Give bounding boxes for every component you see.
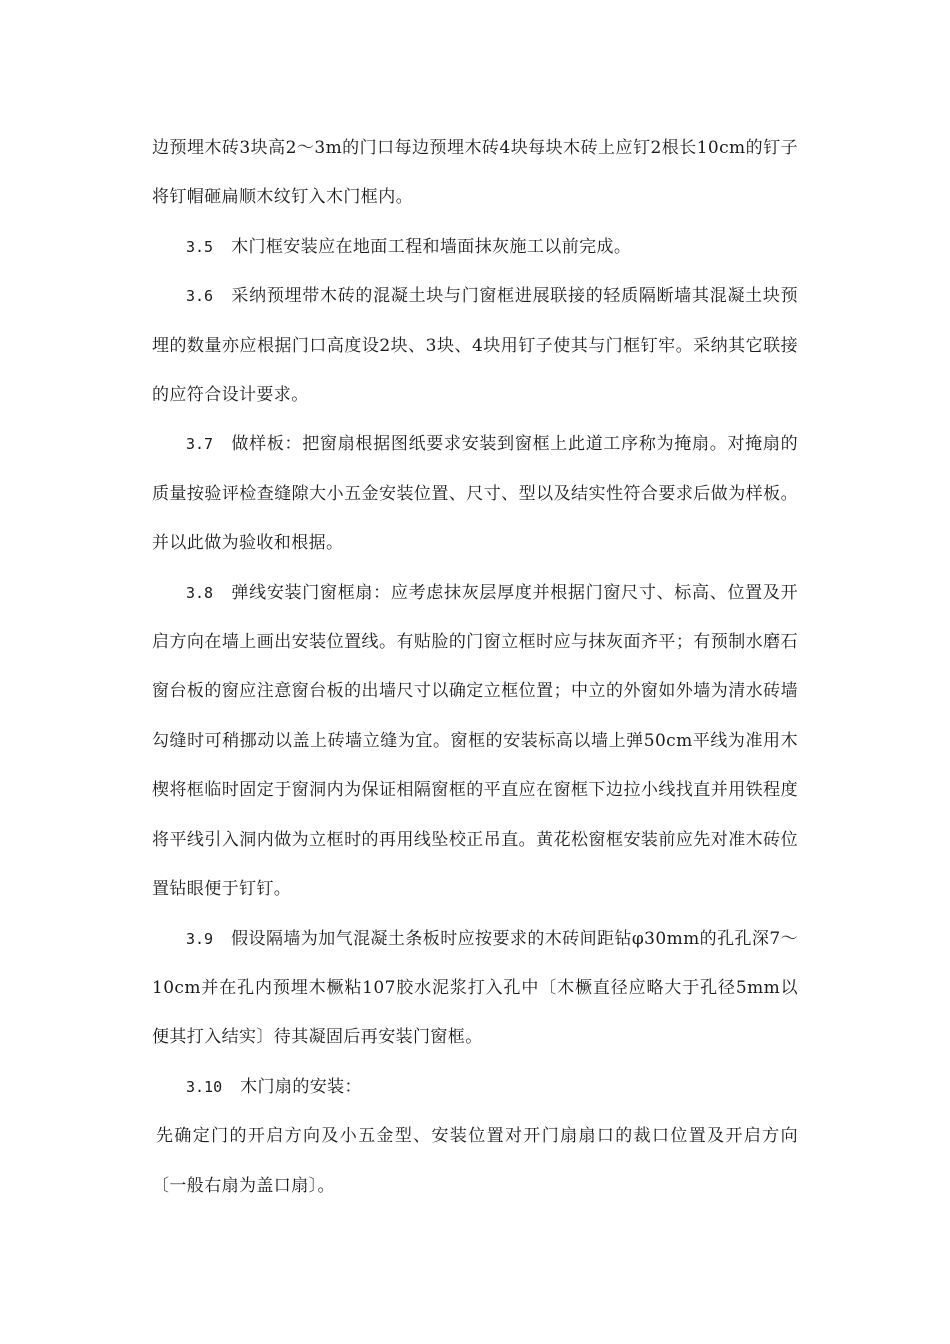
paragraph-text: 采纳预埋带木砖的混凝土块与门窗框进展联接的轻质隔断墙其混凝土块预埋的数量亦应根据门口高度设2块、3块、4块用钉子使其与门框钉牢。采纳其它联接的应符合设计要求。 <box>152 286 798 406</box>
paragraph-continuation <box>152 124 798 223</box>
paragraph-text: 木门扇的安装： <box>240 1076 362 1097</box>
section-number: 3.7 <box>186 435 214 454</box>
paragraph-text: 木门框安装应在地面工程和墙面抹灰施工以前完成。 <box>231 236 632 257</box>
section-number: 3.8 <box>186 583 214 602</box>
paragraph-3-5 <box>152 223 798 272</box>
section-number: 3.5 <box>186 237 214 256</box>
paragraph-text: 弹线安装门窗框扇：应考虑抹灰层厚度并根据门窗尺寸、标高、位置及开启方向在墙上画出安装位置线。有贴脸的门窗立框时应与抹灰面齐平；有预制水磨石窗台板的窗应注意窗台板的出墙尺寸以确定立框位置；中立的外窗如外墙为清水砖墙勾缝时可稍挪动以盖上砖墙立缝为宜。窗框的安装标高以墙上弹50cm平线为准用木楔将框临时固定于窗洞内为保证相隔窗框的平直应在窗框下边拉小线找直并用铁程度将平线引入洞内做为立框时的再用线坠校正吊直。黄花松窗框安装前应先对准木砖位置钻眼便于钉钉。 <box>152 582 798 900</box>
section-number: 3.6 <box>186 287 214 306</box>
paragraph-3-6 <box>152 272 798 420</box>
paragraph-text: 假设隔墙为加气混凝土条板时应按要求的木砖间距钻φ30mm的孔孔深7～10cm并在孔内预埋木橛粘107胶水泥浆打入孔中〔木橛直径应略大于孔径5mm以便其打入结实〕待其凝固后再安装门窗框。 <box>152 928 798 1048</box>
paragraph-3-7 <box>152 420 798 568</box>
section-number: 3.10 <box>186 1077 223 1096</box>
paragraph-text: 做样板：把窗扇根据图纸要求安装到窗框上此道工序称为掩扇。对掩扇的质量按验评检查缝隙大小五金安装位置、尺寸、型以及结实性符合要求后做为样板。并以此做为验收和根据。 <box>152 434 798 554</box>
paragraph-3-8 <box>152 569 798 915</box>
document-body <box>152 124 798 1211</box>
paragraph-text: 先确定门的开启方向及小五金型、安装位置对开门扇扇口的裁口位置及开启方向〔一般右扇为盖口扇〕。 <box>152 1126 798 1196</box>
section-number: 3.9 <box>186 929 214 948</box>
paragraph-door-leaf-steps <box>152 1112 798 1211</box>
paragraph-text: 边预埋木砖3块高2～3m的门口每边预埋木砖4块每块木砖上应钉2根长10cm的钉子将钉帽砸扁顺木纹钉入木门框内。 <box>152 138 798 208</box>
paragraph-3-9 <box>152 915 798 1063</box>
paragraph-3-10 <box>152 1063 798 1112</box>
